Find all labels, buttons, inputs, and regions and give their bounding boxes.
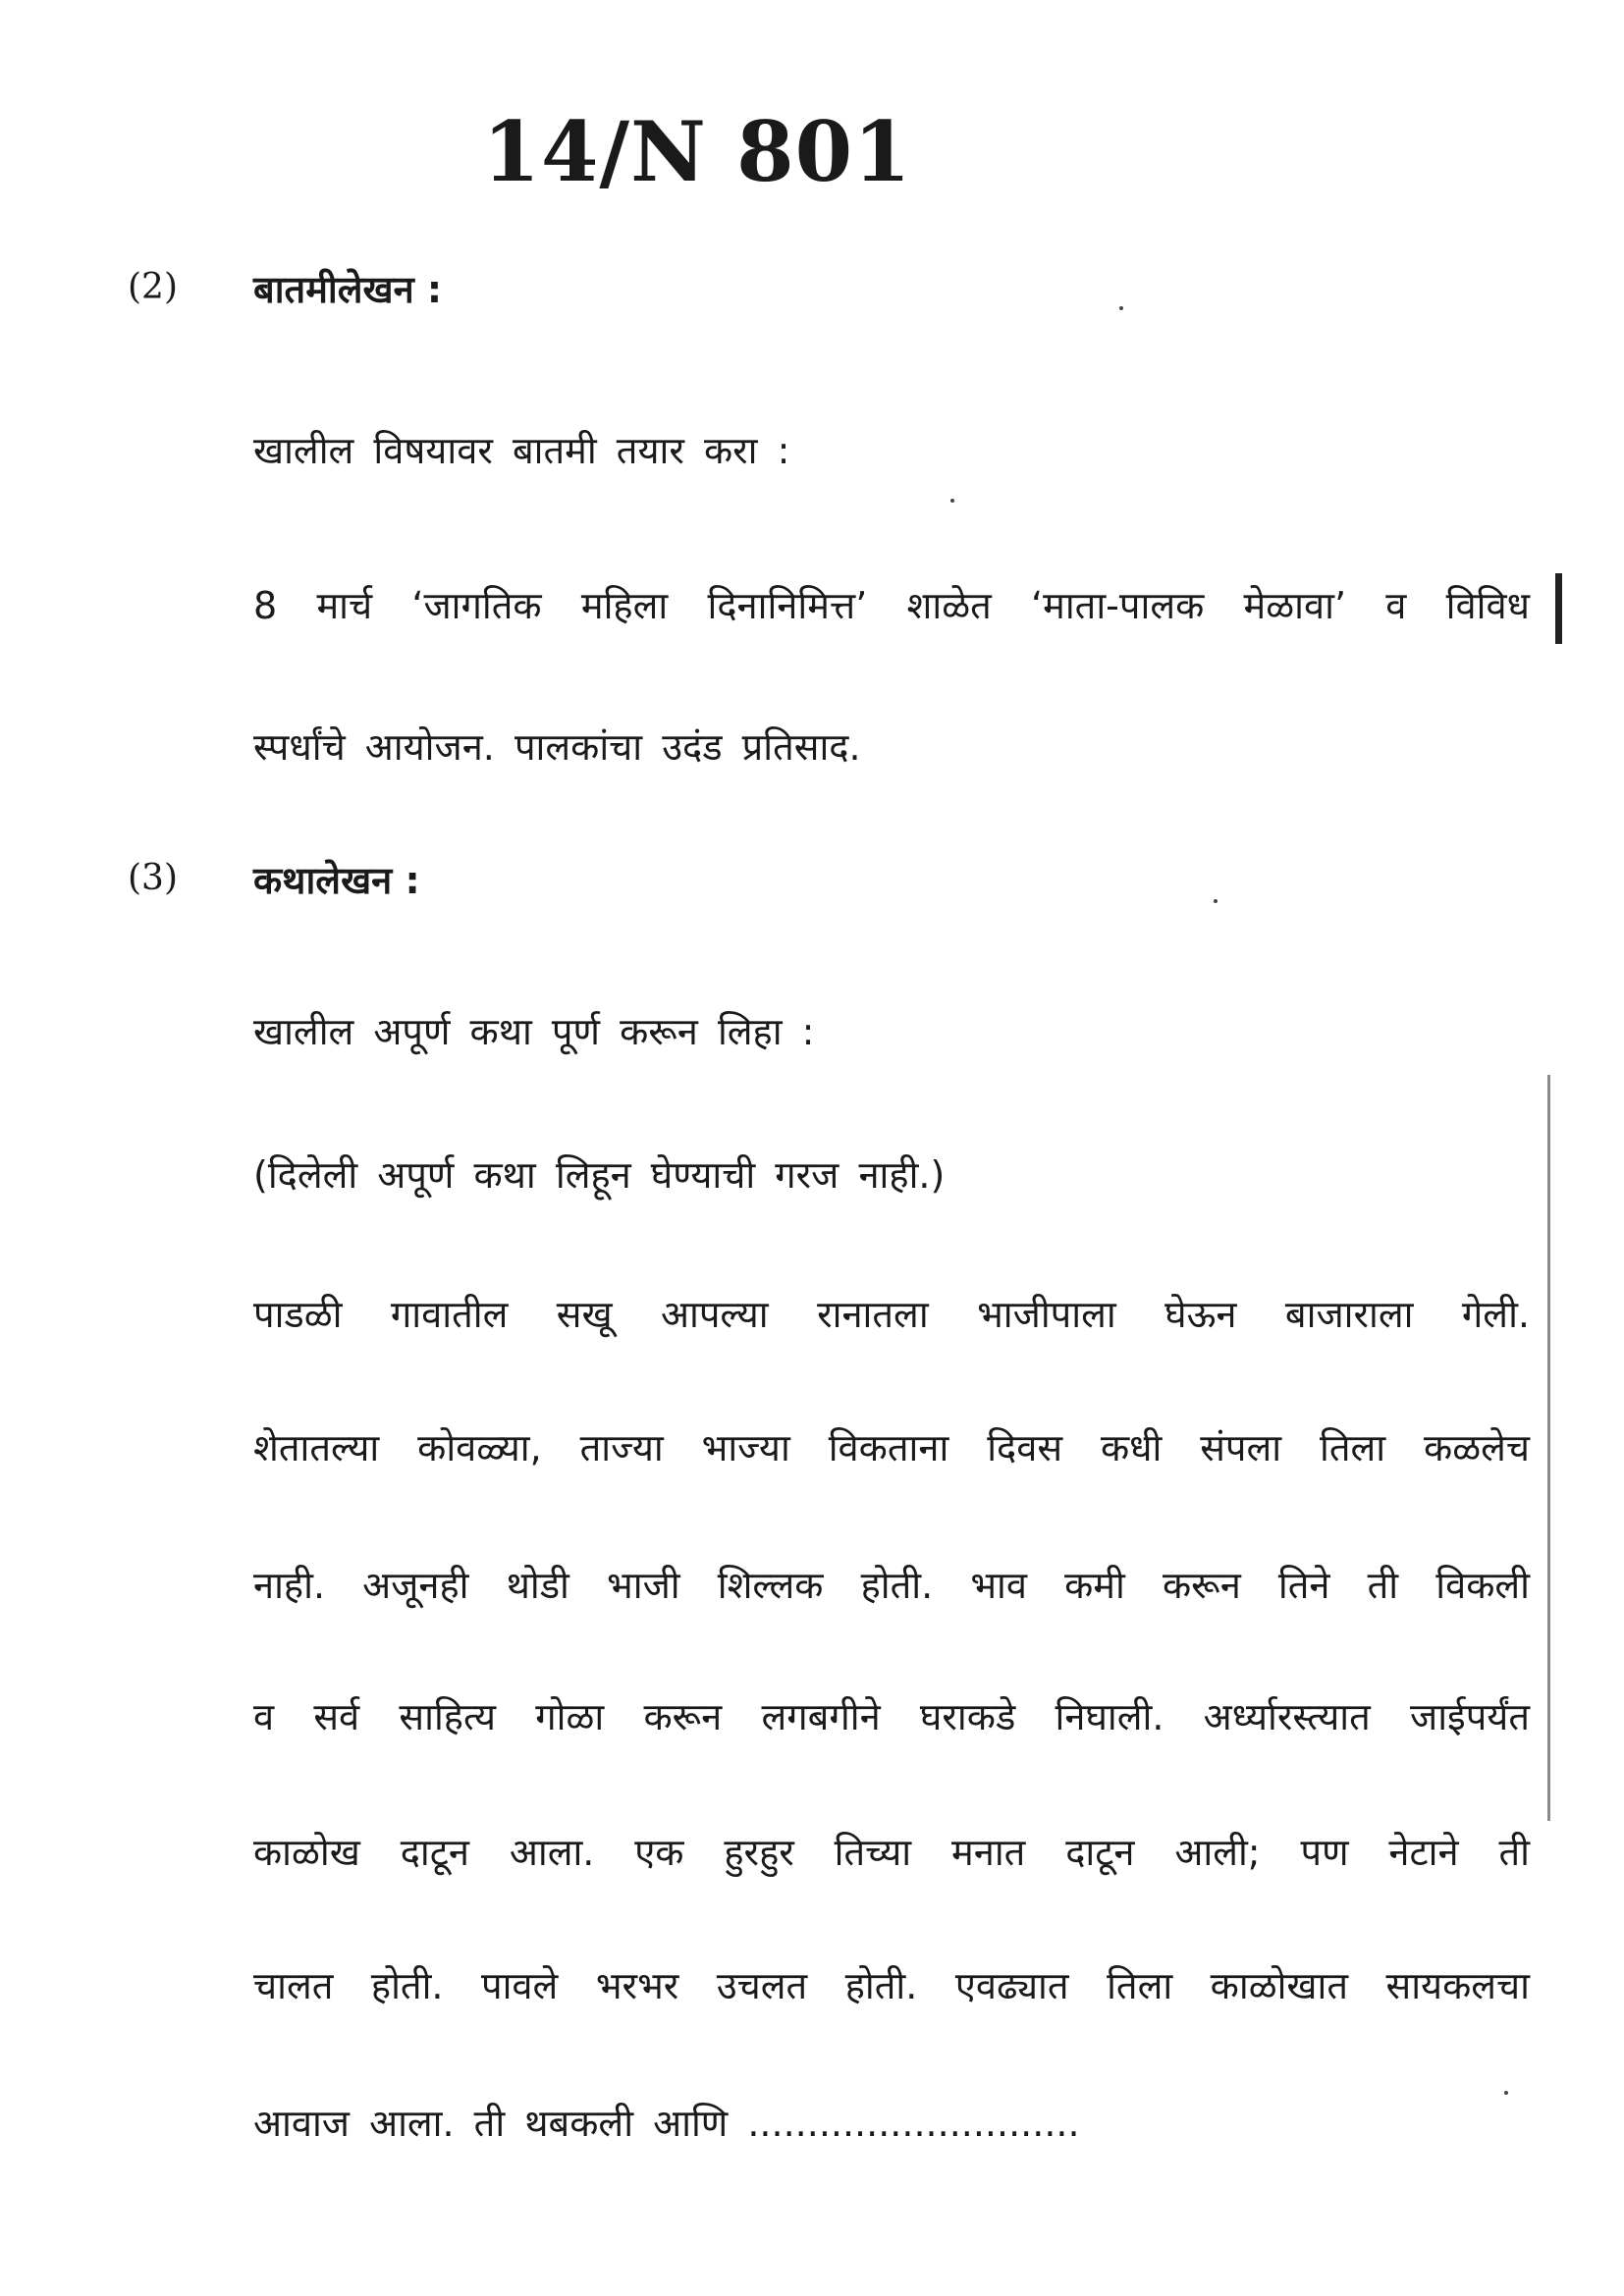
section-3-note: (दिलेली अपूर्ण कथा लिहून घेण्याची गरज नाही.): [253, 1153, 946, 1197]
scan-speck: [950, 499, 954, 503]
story-line-3: नाही. अजूनही थोडी भाजी शिल्लक होती. भाव कमी करून तिने ती विकली: [253, 1564, 1530, 1607]
section-2-number: (2): [128, 267, 178, 307]
section-2-body-line-2: स्पर्धांचे आयोजन. पालकांचा उदंड प्रतिसाद.: [253, 725, 861, 769]
page-code: 14/N 801: [482, 103, 912, 200]
section-2-instruction: खालील विषयावर बातमी तयार करा :: [253, 429, 790, 472]
section-3-number: (3): [128, 858, 178, 898]
story-line-4: व सर्व साहित्य गोळा करून लगबगीने घराकडे निघाली. अर्ध्यारस्त्यात जाईपर्यंत: [253, 1695, 1530, 1738]
margin-mark: [1555, 573, 1562, 644]
story-line-7: आवाज आला. ती थबकली आणि ............................: [253, 2102, 1080, 2145]
section-2-title: बातमीलेखन :: [253, 268, 443, 311]
story-line-6: चालत होती. पावले भरभर उचलत होती. एवढ्यात तिला काळोखात सायकलचा: [253, 1964, 1530, 2007]
section-3-instruction: खालील अपूर्ण कथा पूर्ण करून लिहा :: [253, 1010, 815, 1053]
margin-scan-line: [1547, 1075, 1550, 1821]
story-line-2: शेतातल्या कोवळ्या, ताज्या भाज्या विकताना दिवस कधी संपला तिला कळलेच: [253, 1426, 1530, 1469]
story-line-5: काळोख दाटून आला. एक हुरहुर तिच्या मनात दाटून आली; पण नेटाने ती: [253, 1831, 1530, 1874]
scan-speck: [1214, 899, 1218, 903]
section-2-body-line-1: 8 मार्च ‘जागतिक महिला दिनानिमित्त’ शाळेत ‘माता-पालक मेळावा’ व विविध: [253, 584, 1530, 627]
story-line-1: पाडळी गावातील सखू आपल्या रानातला भाजीपाला घेऊन बाजाराला गेली.: [253, 1293, 1530, 1336]
scan-speck: [1119, 306, 1123, 310]
section-3-title: कथालेखन :: [253, 859, 420, 902]
scan-speck: [1504, 2091, 1508, 2095]
